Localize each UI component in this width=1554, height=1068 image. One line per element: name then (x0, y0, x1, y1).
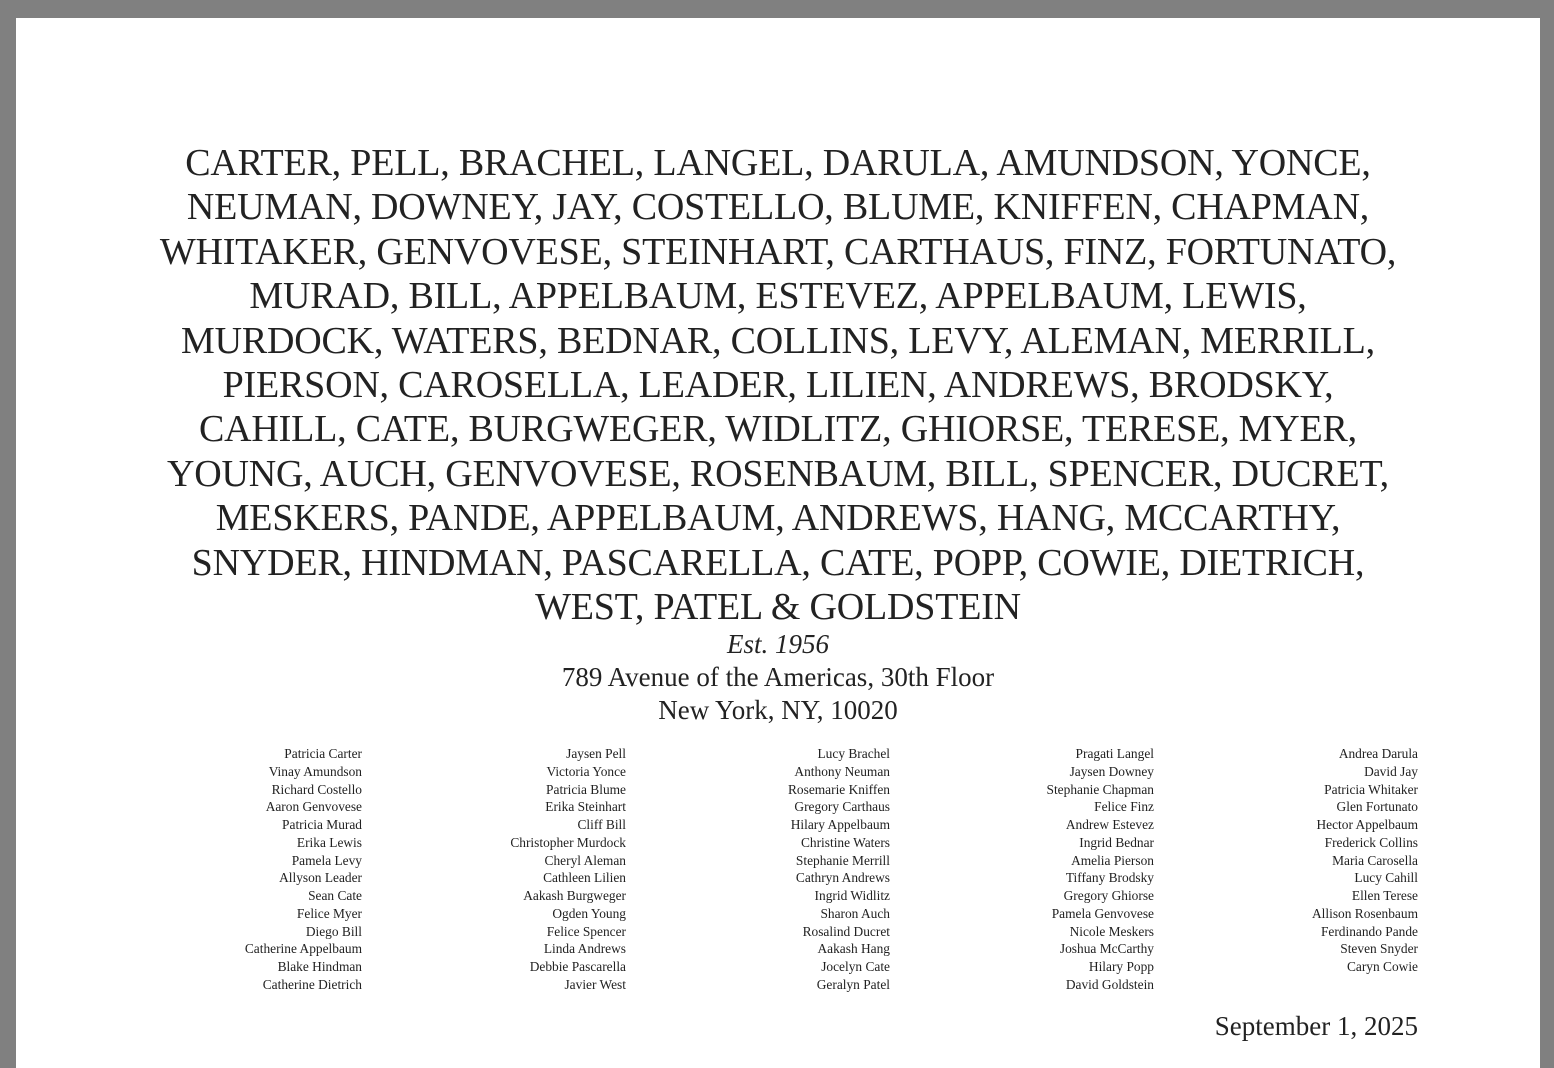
partner-name: Diego Bill (305, 923, 362, 939)
partner-name: Steven Snyder (1340, 941, 1418, 957)
partner-name: Aakash Hang (817, 941, 890, 957)
partner-name: Stephanie Merrill (795, 852, 890, 868)
letterhead-page (16, 18, 1540, 1068)
partner-name: Patricia Murad (282, 817, 362, 832)
partner-column (854, 745, 1154, 994)
partner-name: Caryn Cowie (1346, 959, 1418, 974)
firm-name-line: WHITAKER, GENVOVESE, STEINHART, CARTHAUS, FINZ, FORTUNATO, (159, 230, 1397, 273)
partner-name: Gregory Ghiorse (1063, 888, 1154, 903)
partner-name: Geralyn Patel (816, 976, 890, 992)
established-year: Est. 1956 (726, 629, 829, 659)
partner-name: Blake Hindman (277, 959, 362, 974)
partner-name: Richard Costello (271, 781, 362, 797)
firm-name-line: NEUMAN, DOWNEY, JAY, COSTELLO, BLUME, KNIFFEN, CHAPMAN, (186, 186, 1370, 229)
partner-name: Felice Spencer (546, 923, 626, 939)
partner-name: Ingrid Widlitz (814, 888, 890, 903)
partner-name: Aakash Burgweger (523, 888, 626, 903)
partner-name: Erika Lewis (296, 834, 362, 850)
partner-name: Pamela Genvovese (1051, 905, 1154, 921)
firm-name-line: PIERSON, CAROSELLA, LEADER, LILIEN, ANDREWS, BRODSKY, (222, 364, 1334, 407)
partner-name: Gregory Carthaus (794, 799, 890, 815)
partner-name: Catherine Appelbaum (244, 941, 362, 957)
partner-name: Patricia Carter (284, 746, 362, 761)
partner-name: Ellen Terese (1351, 888, 1418, 903)
partner-name: Sharon Auch (820, 905, 890, 921)
partner-name: Linda Andrews (543, 941, 626, 957)
partner-name: Frederick Collins (1324, 834, 1418, 850)
partner-name: Aaron Genvovese (265, 799, 362, 815)
partner-name: Jocelyn Cate (821, 959, 890, 974)
partner-name: Ferdinando Pande (1320, 923, 1418, 939)
partner-name: Rosemarie Kniffen (787, 781, 890, 797)
partner-name: Maria Carosella (1332, 852, 1418, 868)
partner-name: Felice Finz (1094, 799, 1154, 815)
firm-name-line: CAHILL, CATE, BURGWEGER, WIDLITZ, GHIORSE, TERESE, MYER, (199, 408, 1357, 451)
partner-name: Jaysen Downey (1069, 763, 1154, 779)
partner-name: Cheryl Aleman (544, 852, 626, 868)
partner-name: Erika Steinhart (545, 799, 626, 815)
partner-name: Anthony Neuman (794, 763, 890, 779)
firm-name-line: SNYDER, HINDMAN, PASCARELLA, CATE, POPP, COWIE, DIETRICH, (191, 541, 1365, 584)
partner-name: David Goldstein (1065, 976, 1154, 992)
address-street: 789 Avenue of the Americas, 30th Floor (561, 662, 995, 692)
partner-name: Cathleen Lilien (543, 870, 626, 886)
partner-name: Christopher Murdock (510, 834, 626, 850)
firm-address (16, 661, 1540, 727)
partner-name: Pamela Levy (291, 852, 362, 868)
partner-name: Lucy Brachel (817, 746, 890, 761)
partner-name: Patricia Blume (546, 781, 626, 797)
partner-name: Allyson Leader (279, 870, 362, 886)
partner-name: Ingrid Bednar (1079, 834, 1154, 850)
letter-date: September 1, 2025 (1214, 1011, 1418, 1041)
firm-name-line: MURDOCK, WATERS, BEDNAR, COLLINS, LEVY, ALEMAN, MERRILL, (181, 319, 1375, 362)
partner-name: Glen Fortunato (1336, 799, 1418, 815)
partner-column (1118, 745, 1418, 976)
partner-name: Christine Waters (800, 834, 890, 850)
partner-name: Hilary Appelbaum (790, 817, 890, 832)
partner-name: Pragati Langel (1075, 746, 1154, 761)
partner-name: David Jay (1364, 763, 1418, 779)
partner-name: Allison Rosenbaum (1311, 905, 1418, 921)
partner-name: Javier West (564, 976, 626, 992)
partner-name: Hector Appelbaum (1316, 817, 1418, 832)
partner-name: Jaysen Pell (566, 746, 626, 761)
firm-name (16, 141, 1540, 629)
address-city: New York, NY, 10020 (658, 695, 898, 725)
partner-column (62, 745, 362, 994)
partner-name: Debbie Pascarella (529, 959, 626, 974)
partner-name: Nicole Meskers (1069, 923, 1154, 939)
partner-column (590, 745, 890, 994)
firm-name-line: CARTER, PELL, BRACHEL, LANGEL, DARULA, AMUNDSON, YONCE, (185, 142, 1371, 184)
partner-name: Catherine Dietrich (262, 976, 362, 992)
partner-name: Ogden Young (552, 905, 626, 921)
partner-name: Tiffany Brodsky (1065, 870, 1154, 886)
partner-name: Rosalind Ducret (802, 923, 890, 939)
partner-name: Andrew Estevez (1065, 817, 1154, 832)
partner-name: Cliff Bill (577, 817, 626, 832)
firm-name-line: MESKERS, PANDE, APPELBAUM, ANDREWS, HANG, MCCARTHY, (215, 497, 1341, 540)
firm-name-line: YOUNG, AUCH, GENVOVESE, ROSENBAUM, BILL, SPENCER, DUCRET, (167, 452, 1389, 495)
firm-name-line: WEST, PATEL & GOLDSTEIN (535, 586, 1021, 629)
partner-name: Patricia Whitaker (1324, 781, 1418, 797)
partner-name: Victoria Yonce (546, 763, 626, 779)
partner-column (326, 745, 626, 994)
partner-name: Sean Cate (308, 888, 362, 903)
partner-name: Vinay Amundson (268, 763, 362, 779)
partner-name: Felice Myer (296, 905, 362, 921)
partner-name: Joshua McCarthy (1059, 941, 1154, 957)
firm-name-line: MURAD, BILL, APPELBAUM, ESTEVEZ, APPELBAUM, LEWIS, (249, 275, 1307, 318)
partner-name: Stephanie Chapman (1046, 781, 1154, 797)
partner-name: Andrea Darula (1338, 746, 1418, 761)
partner-name: Lucy Cahill (1354, 870, 1418, 886)
partner-list (16, 745, 1540, 1005)
partner-name: Hilary Popp (1088, 959, 1154, 974)
partner-name: Cathryn Andrews (795, 870, 890, 886)
partner-name: Amelia Pierson (1071, 852, 1154, 868)
